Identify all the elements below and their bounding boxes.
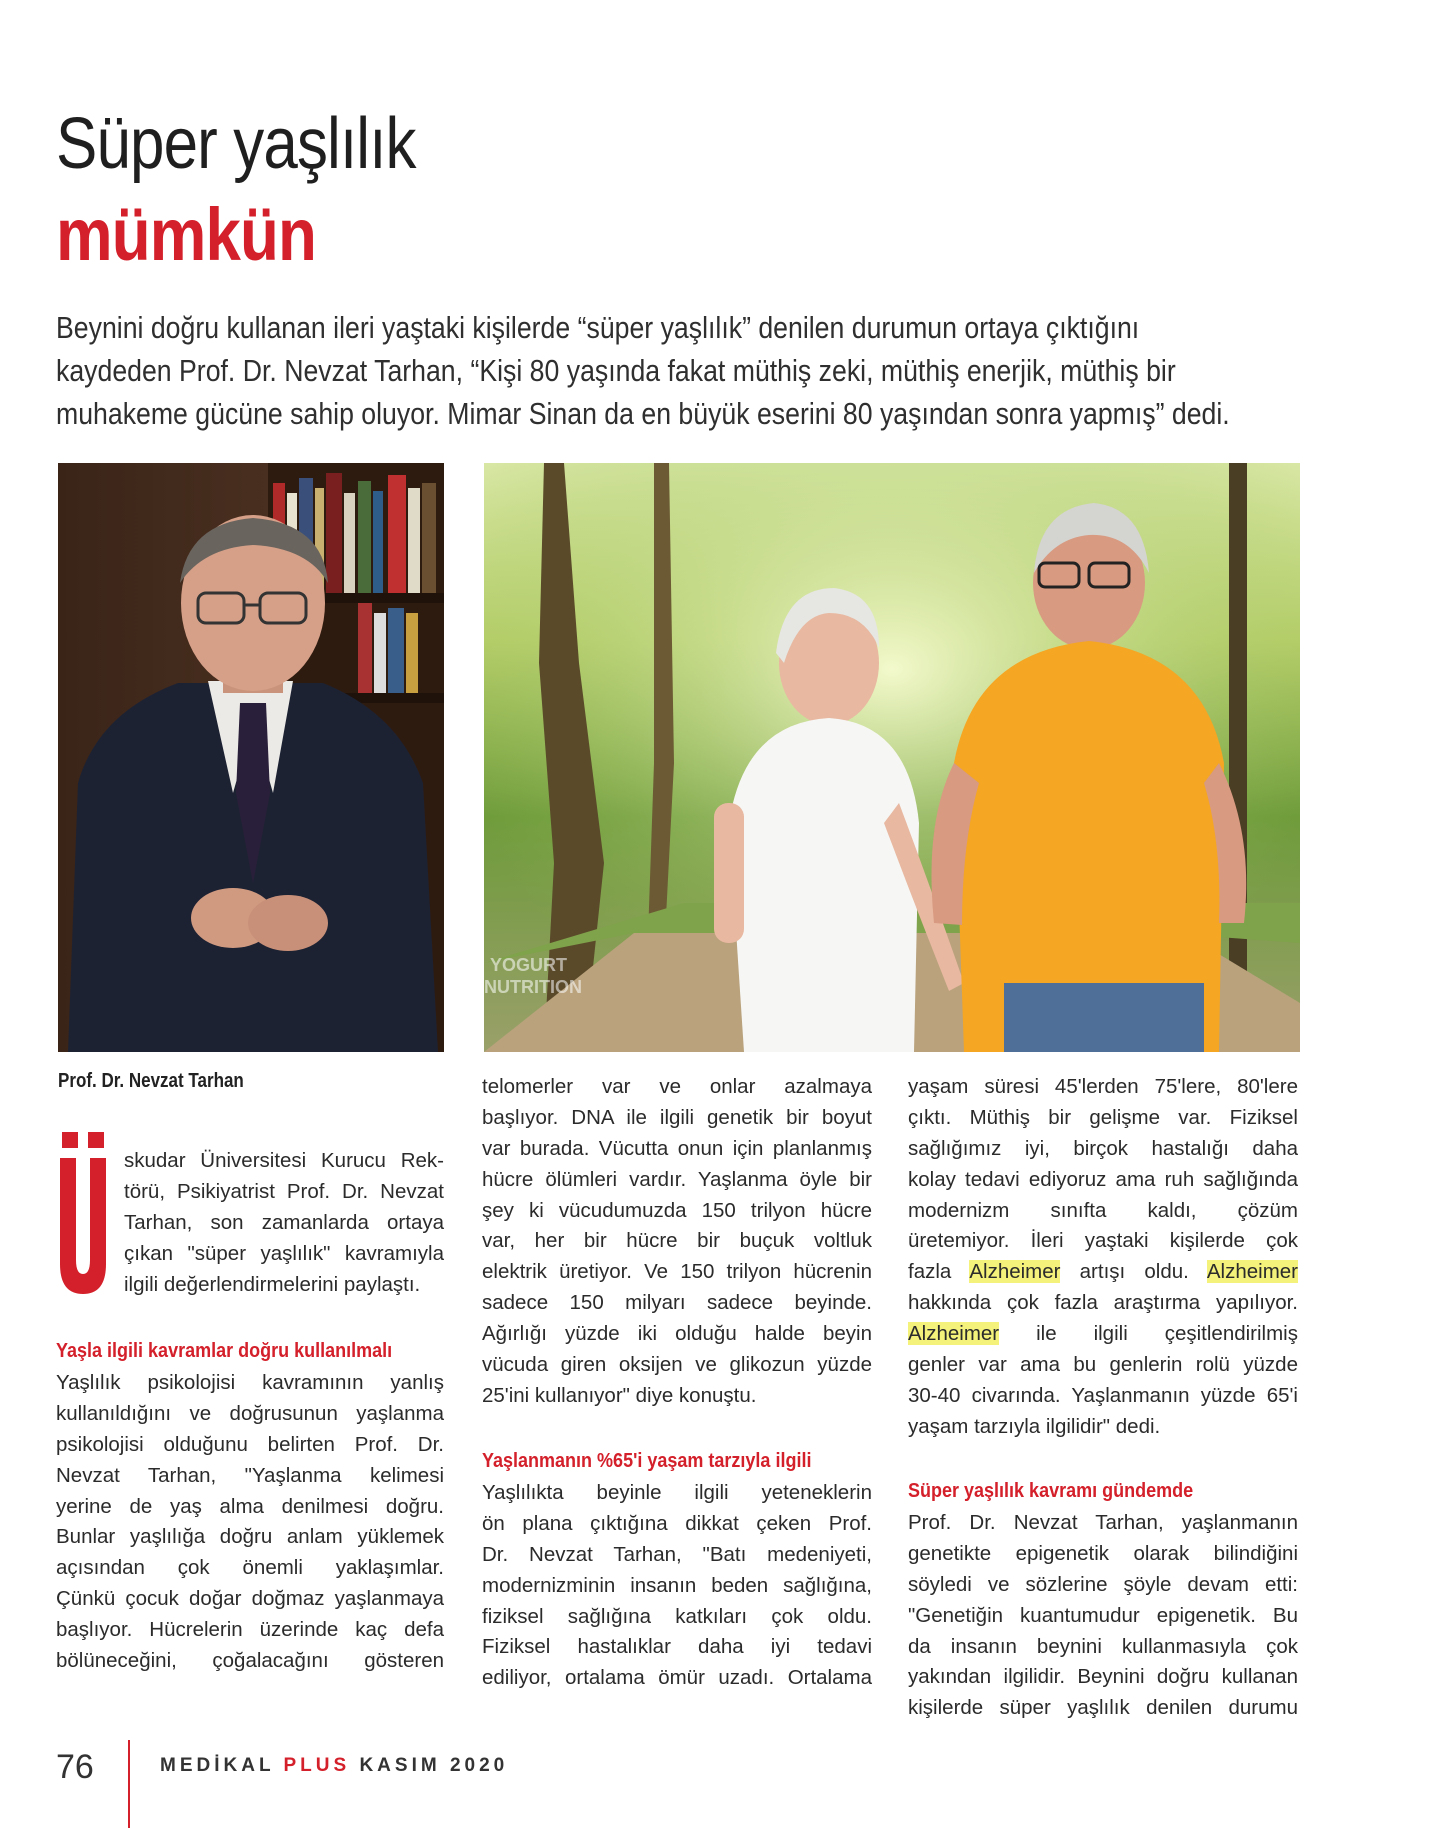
text-line: üretemiyor. İleri yaştaki kişilerde çok [908, 1229, 1298, 1253]
text-line: törü, Psikiyatrist Prof. Dr. Nevzat [124, 1179, 444, 1203]
text-line: Dr. Nevzat Tarhan, "Batı medeniyeti, [482, 1542, 872, 1566]
text-line: var, her bir hücre bir buçuk voltluk [482, 1229, 872, 1253]
lead-line: Beynini doğru kullanan ileri yaştaki kişilerde “süper yaşlılık” denilen durumun ortaya çıktığını [56, 310, 1140, 345]
page-number: 76 [56, 1748, 94, 1786]
text-fragment: fazla [908, 1260, 970, 1284]
photo-watermark-line-1: YOGURT [490, 955, 568, 975]
magazine-name: MEDİKAL [160, 1755, 284, 1776]
col1-subhead: Yaşla ilgili kavramlar doğru kullanılmalı [56, 1340, 393, 1362]
text-line: elektrik üretiyor. Ve 150 trilyon hücrenin [482, 1260, 872, 1284]
col2-body-1 [482, 1072, 872, 1412]
text-line: Bunlar yaşlılığa doğru anlam yüklemek [56, 1525, 444, 1549]
text-line: söyledi ve sözlerine şöyle devam etti: [908, 1572, 1298, 1596]
text-line: fiziksel sağlığına katkıları çok oldu. [482, 1604, 872, 1628]
footer-divider [128, 1740, 130, 1828]
text-line: hücre ölümleri vardır. Yaşlanma öyle bir [482, 1167, 872, 1191]
text-line: kişilerde süper yaşlılık denilen durumu [908, 1696, 1298, 1720]
text-line: kolay tedavi ediyoruz ama ruh sağlığında [908, 1167, 1298, 1191]
text-line: hakkında çok fazla araştırma yapılıyor. [908, 1291, 1298, 1315]
col1-body [56, 1368, 444, 1677]
text-line: psikolojisi olduğunu belirten Prof. Dr. [56, 1432, 444, 1456]
highlighted-term: Alzheimer [1206, 1260, 1298, 1284]
col3-body-2 [908, 1508, 1298, 1724]
col3-subhead: Süper yaşlılık kavramı gündemde [908, 1480, 1194, 1502]
text-line: Çünkü çocuk doğar doğmaz yaşlanmaya [56, 1587, 444, 1611]
col1-intro [124, 1146, 444, 1300]
text-line: başlıyor. Hücrelerin üzerinde kaç defa [56, 1618, 444, 1642]
text-line: Nevzat Tarhan, "Yaşlanma kelimesi [56, 1463, 444, 1487]
col2-body-2 [482, 1478, 872, 1694]
text-line-alzheimer [908, 1319, 1298, 1350]
col3-body-1 [908, 1072, 1298, 1443]
text-fragment: ile ilgili çeşitlendirilmiş [999, 1322, 1298, 1346]
photo-watermark-line-2: NUTRITION [484, 977, 582, 997]
text-line: Yaşlılıkta beyinle ilgili yeteneklerin [482, 1481, 872, 1504]
title-line-2: mümkün [56, 193, 317, 276]
lead-line: muhakeme gücüne sahip oluyor. Mimar Sinan da en büyük eserini 80 yaşından sonra yapmış” dedi. [56, 396, 1230, 431]
portrait-photo [58, 463, 444, 1052]
text-line: açısından çok önemli yaklaşımlar. [56, 1556, 444, 1580]
text-line: 25'ini kullanıyor" diye konuştu. [482, 1383, 757, 1407]
couple-park-photo [484, 463, 1300, 1052]
text-line: "Genetiğin kuantumudur epigenetik. Bu [908, 1603, 1298, 1627]
magazine-name-accent: PLUS [283, 1755, 351, 1776]
lead-paragraph [56, 306, 1294, 435]
text-line: Tarhan, son zamanlarda ortaya [124, 1210, 444, 1234]
photo-caption: Prof. Dr. Nevzat Tarhan [58, 1070, 244, 1092]
text-line: Yaşlılık psikolojisi kavramının yanlış [56, 1371, 444, 1394]
text-line: skudar Üniversitesi Kurucu Rek- [124, 1149, 444, 1172]
text-line: modernizm sınıfta kaldı, çözüm [908, 1198, 1298, 1222]
text-line: vücuda giren oksijen ve glikozun yüzde [482, 1353, 872, 1377]
text-line: Fiziksel hastalıklar daha iyi tedavi [482, 1635, 872, 1659]
text-line: genetikte epigenetik olarak bilindiğini [908, 1541, 1298, 1565]
text-line: genler var ama bu genlerin rolü yüzde [908, 1353, 1298, 1377]
text-line: ediliyor, ortalama ömür uzadı. Ortalama [482, 1666, 872, 1690]
title-line-1: Süper yaşlılık [56, 104, 416, 184]
text-line: modernizminin insanın beden sağlığına, [482, 1573, 872, 1597]
text-line: Ağırlığı yüzde iki olduğu halde beyin [482, 1322, 872, 1346]
text-line: 30-40 civarında. Yaşlanmanın yüzde 65'i [908, 1383, 1298, 1407]
text-line: kullanıldığını ve doğrusunun yaşlanma [56, 1401, 444, 1425]
text-fragment: artışı oldu. [1060, 1260, 1207, 1284]
issue-date: KASIM 2020 [350, 1755, 509, 1776]
text-line: yakından ilgilidir. Beynini doğru kullanan [908, 1665, 1298, 1689]
dropcap-letter [58, 1132, 108, 1294]
lead-line: kaydeden Prof. Dr. Nevzat Tarhan, “Kişi 80 yaşında fakat müthiş zeki, müthiş enerjik, müthiş bir [56, 353, 1176, 388]
col2-subhead: Yaşlanmanın %65'i yaşam tarzıyla ilgili [482, 1450, 812, 1472]
text-line: şey ki vücudumuzda 150 trilyon hücre [482, 1198, 872, 1222]
text-line: ilgili değerlendirmelerini paylaştı. [124, 1272, 421, 1296]
highlighted-term: Alzheimer [969, 1260, 1061, 1284]
text-line: yaşam tarzıyla ilgilidir" dedi. [908, 1414, 1161, 1438]
highlighted-term: Alzheimer [908, 1322, 1000, 1346]
text-line: çıkan "süper yaşlılık" kavramıyla [124, 1241, 444, 1265]
magazine-footer [160, 1755, 508, 1777]
text-line: başlıyor. DNA ile ilgili genetik bir boyut [482, 1105, 872, 1129]
text-line: Prof. Dr. Nevzat Tarhan, yaşlanmanın [908, 1511, 1298, 1534]
text-line: telomerler var ve onlar azalmaya [482, 1075, 872, 1098]
text-line: sadece 150 milyarı sadece beyinde. [482, 1291, 872, 1315]
text-line: bölüneceğini, çoğalacağını gösteren [56, 1649, 444, 1673]
text-line: da insanın beynini kullanmasıyla çok [908, 1634, 1298, 1658]
text-line: yerine de yaş alma denilmesi doğru. [56, 1494, 444, 1518]
text-line-alzheimer [908, 1257, 1298, 1288]
text-line: sağlığımız iyi, birçok hastalığı daha [908, 1136, 1298, 1160]
text-line: yaşam süresi 45'lerden 75'lere, 80'lere [908, 1075, 1298, 1098]
text-line: çıktı. Müthiş bir gelişme var. Fiziksel [908, 1105, 1298, 1129]
text-line: ön plana çıktığına dikkat çeken Prof. [482, 1511, 872, 1535]
text-line: var burada. Vücutta onun için planlanmış [482, 1136, 872, 1160]
